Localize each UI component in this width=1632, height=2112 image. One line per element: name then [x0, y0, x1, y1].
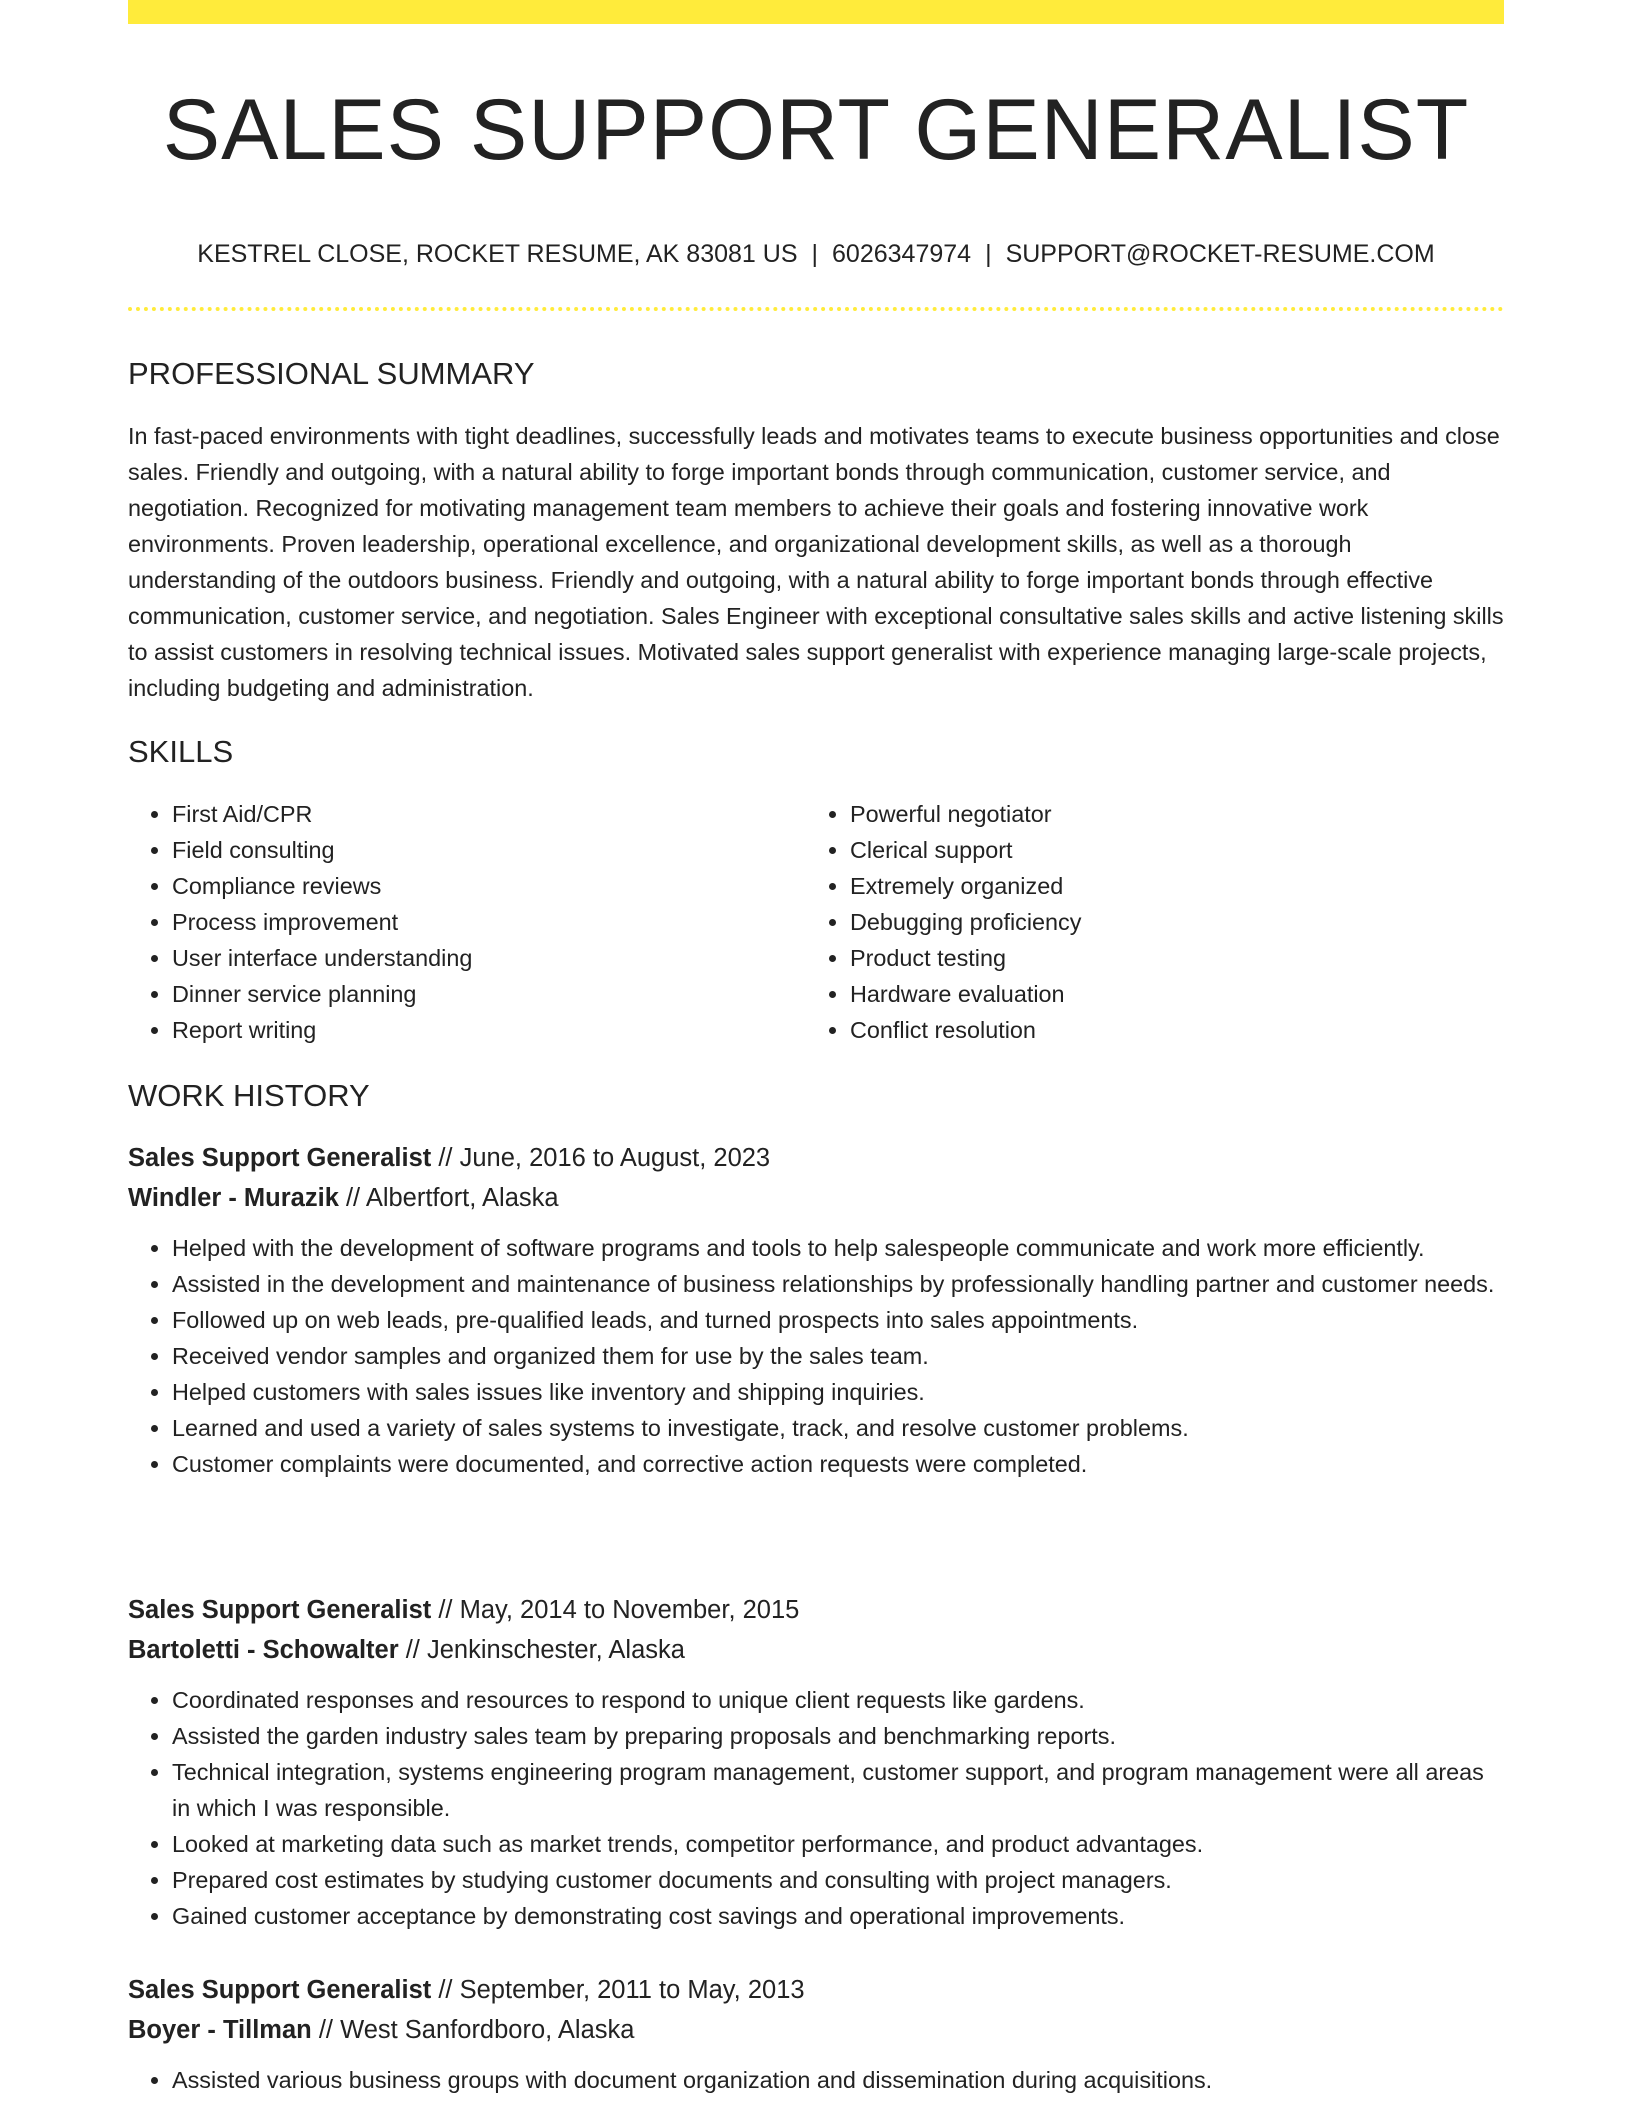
skills-column-left: [128, 796, 802, 1048]
job-bullet: • Prepared cost estimates by studying customer documents and consulting with project managers.: [172, 1862, 1504, 1898]
skill-item: • Process improvement: [172, 904, 802, 940]
job-dates: May, 2014 to November, 2015: [459, 1596, 800, 1624]
contact-phone: 6026347974: [832, 240, 972, 268]
skill-item: • Dinner service planning: [172, 976, 802, 1012]
job-title-line: Sales Support Generalist // September, 2011 to May, 2013: [128, 1976, 805, 2004]
job-company: Boyer - Tillman: [128, 2016, 312, 2044]
contact-address: KESTREL CLOSE, ROCKET RESUME, AK 83081 US: [197, 240, 798, 268]
job-dates: September, 2011 to May, 2013: [459, 1976, 805, 2004]
job-title-line: Sales Support Generalist // May, 2014 to November, 2015: [128, 1596, 800, 1624]
section-title-skills: SKILLS: [128, 734, 234, 769]
job-bullet: • Followed up on web leads, pre-qualified leads, and turned prospects into sales appointments.: [172, 1302, 1504, 1338]
skill-item: • Field consulting: [172, 832, 802, 868]
dotted-divider: [128, 307, 1504, 311]
skill-item: • Debugging proficiency: [850, 904, 1480, 940]
job-bullet: • Coordinated responses and resources to respond to unique client requests like gardens.: [172, 1682, 1504, 1718]
skill-item: • Product testing: [850, 940, 1480, 976]
job-bullets: [128, 1230, 1504, 1482]
job-location: West Sanfordboro, Alaska: [340, 2016, 635, 2044]
job-title: Sales Support Generalist: [128, 1596, 432, 1624]
contact-separator: |: [811, 240, 819, 268]
contact-separator: |: [985, 240, 992, 268]
job-title: Sales Support Generalist: [128, 1976, 432, 2004]
job-location: Albertfort, Alaska: [365, 1184, 559, 1212]
skill-item: • Clerical support: [850, 832, 1480, 868]
skill-item: • Conflict resolution: [850, 1012, 1480, 1048]
skill-item: • User interface understanding: [172, 940, 802, 976]
section-title-summary: PROFESSIONAL SUMMARY: [128, 356, 535, 391]
skill-item: • Compliance reviews: [172, 868, 802, 904]
job-bullet: • Technical integration, systems engineering program management, customer support, and program management were all areas in which I was responsible.: [172, 1754, 1504, 1826]
job-bullets: [128, 2062, 1504, 2098]
job-bullet: • Helped with the development of software programs and tools to help salespeople communicate and work more efficiently.: [172, 1230, 1504, 1266]
job-bullet: • Helped customers with sales issues like inventory and shipping inquiries.: [172, 1374, 1504, 1410]
job-bullet: • Assisted in the development and maintenance of business relationships by professionally handling partner and customer needs.: [172, 1266, 1504, 1302]
job-bullet: • Learned and used a variety of sales systems to investigate, track, and resolve customer problems.: [172, 1410, 1504, 1446]
job-bullet: • Customer complaints were documented, and corrective action requests were completed.: [172, 1446, 1504, 1482]
skill-item: • Report writing: [172, 1012, 802, 1048]
candidate-name: SALES SUPPORT GENERALIST: [162, 82, 1470, 178]
contact-line: [128, 236, 1504, 272]
job-title-line: Sales Support Generalist // June, 2016 to August, 2023: [128, 1144, 771, 1172]
job-bullet: • Received vendor samples and organized them for use by the sales team.: [172, 1338, 1504, 1374]
job-bullet: • Assisted the garden industry sales team by preparing proposals and benchmarking reports.: [172, 1718, 1504, 1754]
job-company-line: Bartoletti - Schowalter // Jenkinschester, Alaska: [128, 1636, 685, 1664]
skill-item: • First Aid/CPR: [172, 796, 802, 832]
job-bullet: • Gained customer acceptance by demonstrating cost savings and operational improvements.: [172, 1898, 1504, 1934]
job-entry: [128, 1970, 1504, 2098]
skills-column-right: [806, 796, 1480, 1048]
job-bullet: • Assisted various business groups with document organization and dissemination during acquisitions.: [172, 2062, 1504, 2098]
job-entry: [128, 1590, 1504, 1934]
job-company-line: Windler - Murazik // Albertfort, Alaska: [128, 1184, 559, 1212]
job-title: Sales Support Generalist: [128, 1144, 432, 1172]
job-company: Bartoletti - Schowalter: [128, 1636, 399, 1664]
job-company-line: Boyer - Tillman // West Sanfordboro, Alaska: [128, 2016, 635, 2044]
job-bullet: • Looked at marketing data such as market trends, competitor performance, and product advantages.: [172, 1826, 1504, 1862]
section-title-work-history: WORK HISTORY: [128, 1078, 370, 1113]
contact-email: SUPPORT@ROCKET-RESUME.COM: [1005, 240, 1435, 268]
job-bullets: [128, 1682, 1504, 1934]
skill-item: • Hardware evaluation: [850, 976, 1480, 1012]
job-location: Jenkinschester, Alaska: [426, 1636, 685, 1664]
skill-item: • Powerful negotiator: [850, 796, 1480, 832]
job-dates: June, 2016 to August, 2023: [459, 1144, 771, 1172]
accent-bar: [128, 0, 1504, 24]
skill-item: • Extremely organized: [850, 868, 1480, 904]
job-company: Windler - Murazik: [128, 1184, 339, 1212]
job-entry: [128, 1138, 1504, 1482]
summary-text: In fast-paced environments with tight deadlines, successfully leads and motivates teams to execute business opportunities and close sales. Friendly and outgoing, with a natural ability to forge important bonds through communication, customer service, and negotiation. Recognized for motivating management team members to achieve their goals and fostering innovative work environments. Proven leadership, operational excellence, and organizational development skills, as well as a thorough understanding of the outdoors business. Friendly and outgoing, with a natural ability to forge important bonds through effective communication, customer service, and negotiation. Sales Engineer with exceptional consultative sales skills and active listening skills to assist customers in resolving technical issues. Motivated sales support generalist with experience managing large-scale projects, including budgeting and administration.: [128, 423, 1504, 701]
